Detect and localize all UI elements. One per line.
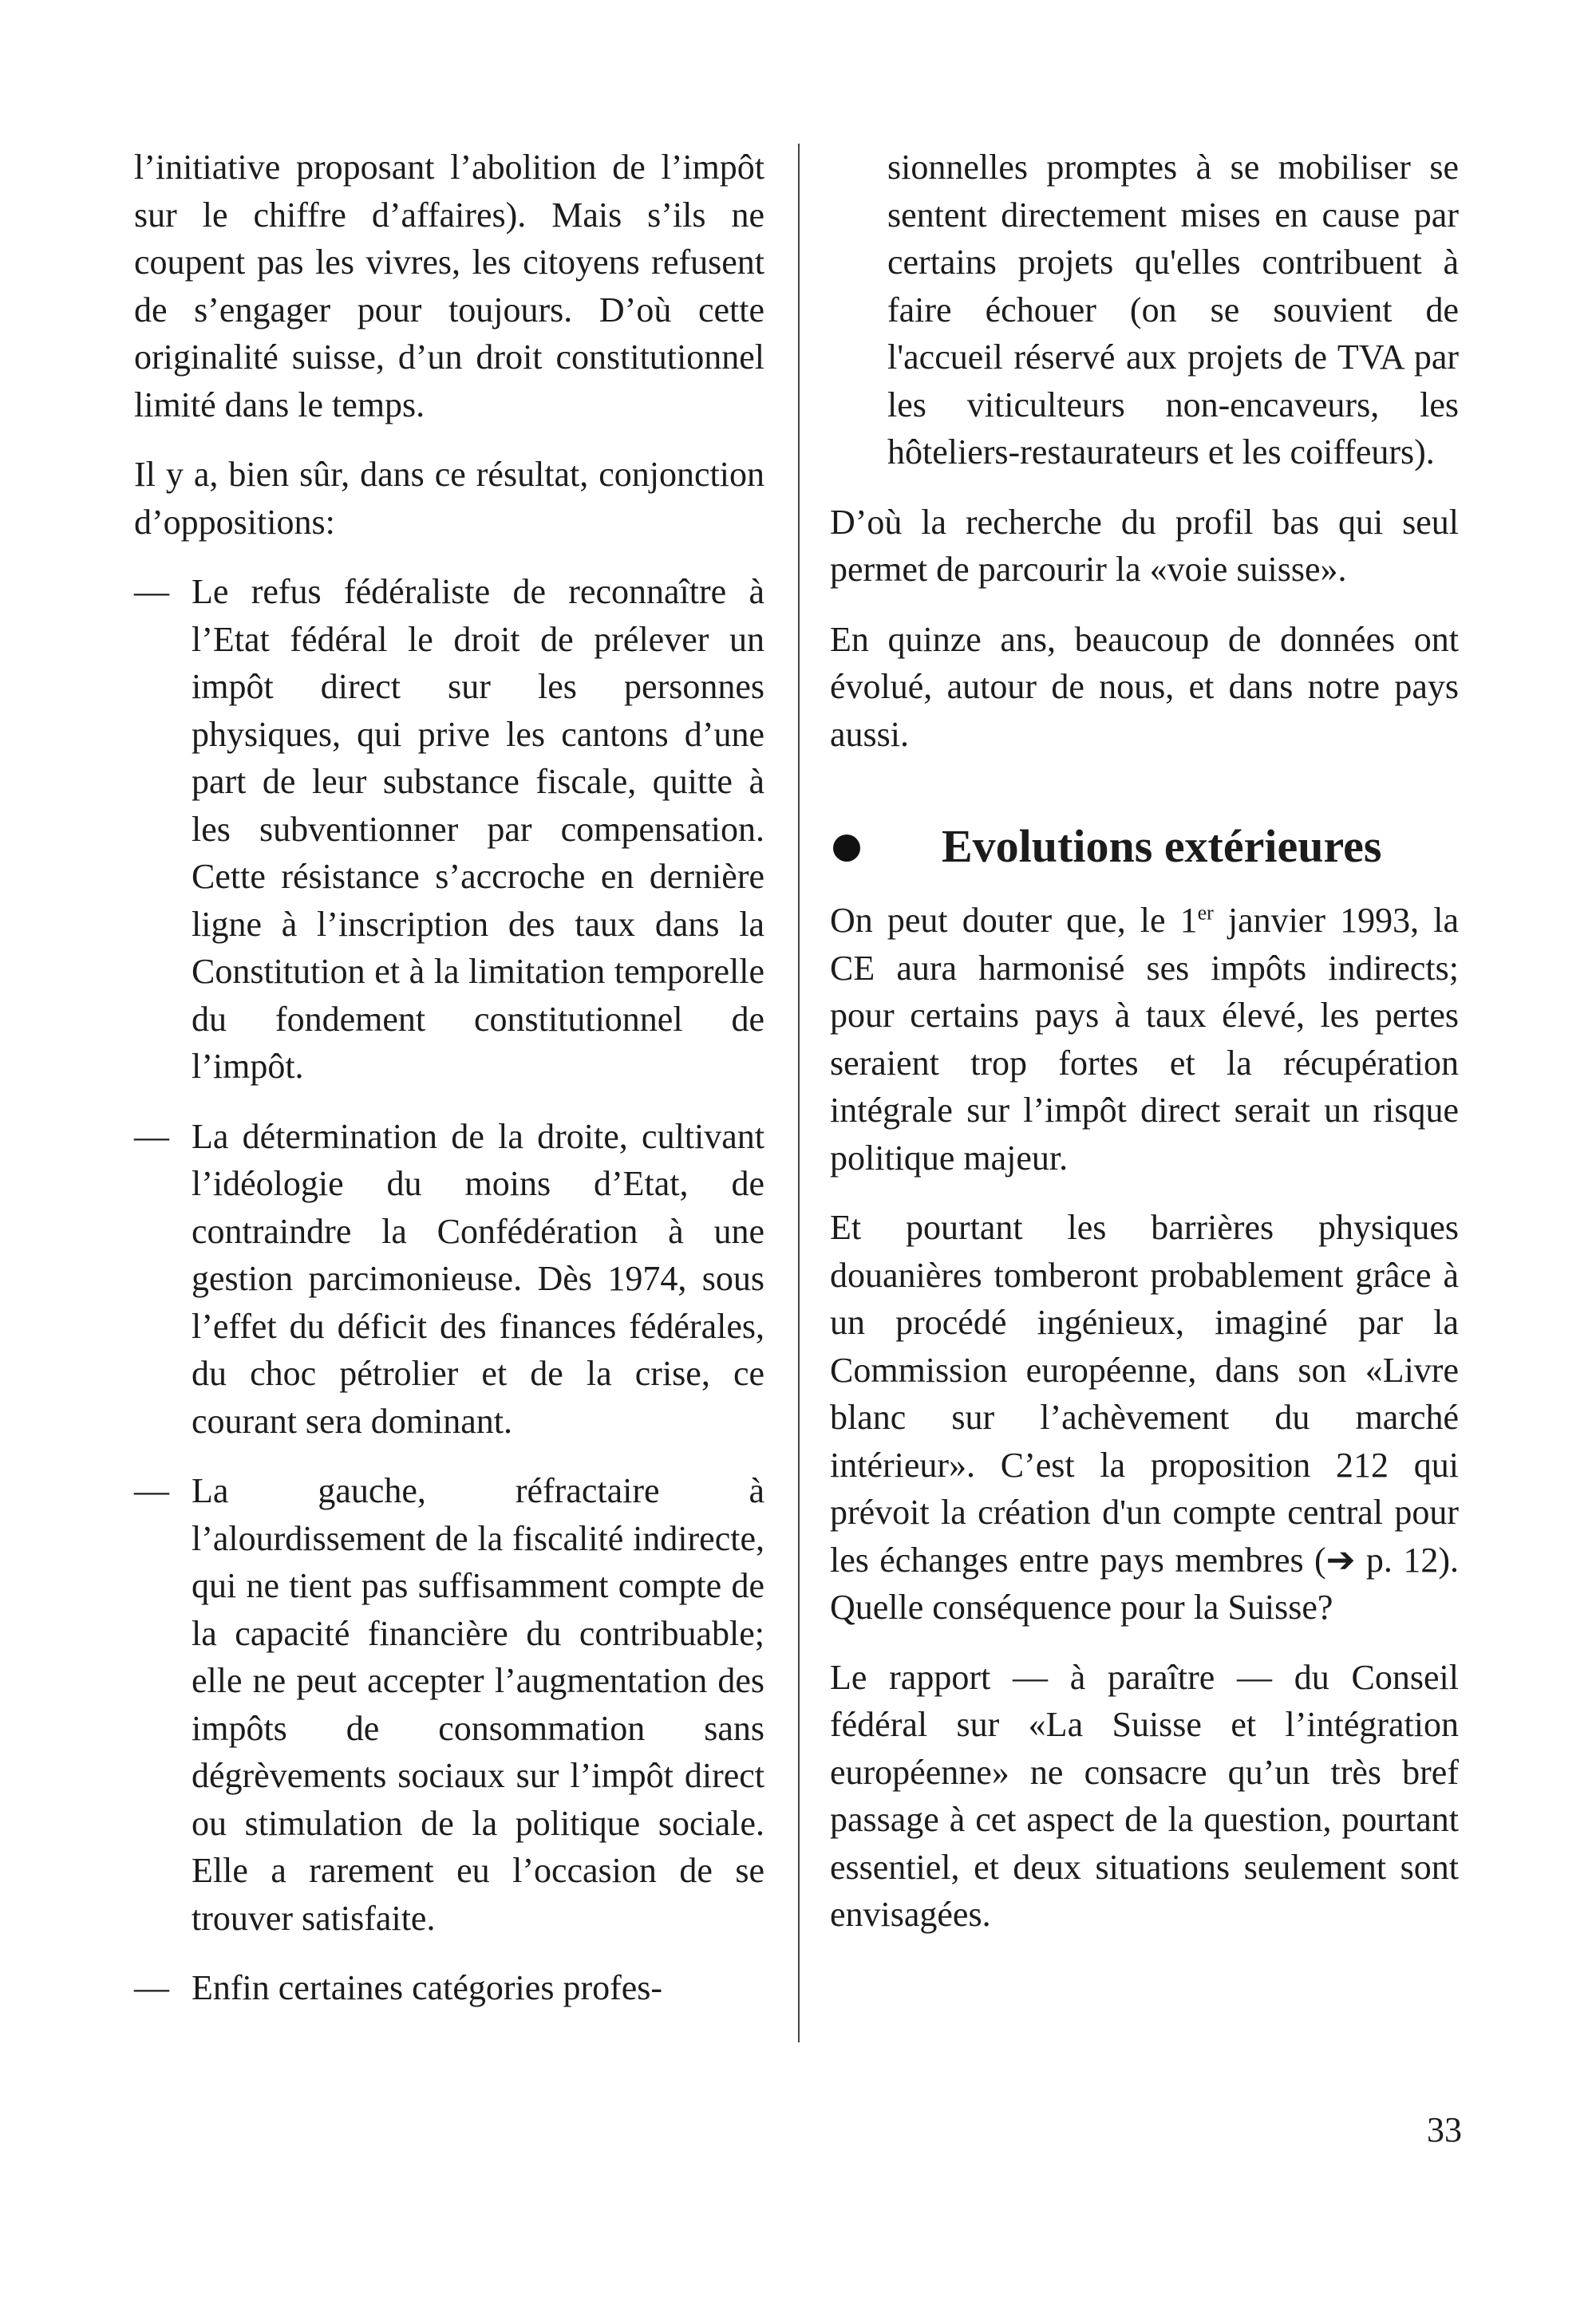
- right-column: [830, 144, 1459, 1961]
- paragraph: En quinze ans, beaucoup de données ont évolué, autour de nous, et dans notre pays aussi.: [830, 619, 1459, 754]
- section-heading: [830, 819, 1459, 874]
- dash-marker: —: [134, 1471, 169, 1510]
- page-number: 33: [1427, 2110, 1462, 2149]
- list-item-continuation: sionnelles promptes à se mobiliser se sentent directement mises en cause par certains projets qu'elles contribuent à faire échouer (on se souvient de l'accueil réservé aux projets de TVA par les viticulteurs non-encaveurs, les hôteliers-restaurateurs et les coiffeurs).: [887, 148, 1459, 472]
- bullet-icon: [833, 835, 860, 862]
- paragraph: Le rapport — à paraître — du Conseil fédéral sur «La Suisse et l’intégration européenne» ne consacre qu’un très bref passage à cet aspect de la question, pourtant essentiel, et deux situations seulement sont envisagées.: [830, 1657, 1459, 1934]
- dash-marker: —: [134, 1968, 169, 2007]
- paragraph: l’initiative proposant l’abolition de l’impôt sur le chiffre d’affaires). Mais s’ils ne coupent pas les vivres, les citoyens refusent de s’engager pour toujours. D’où cette originalité suisse, d’un droit constitutionnel limité dans le temps.: [134, 148, 764, 424]
- list-item-text: La gauche, réfractaire à l’alourdissement de la fiscalité indirecte, qui ne tient pas suffisamment compte de la capacité financière du contribuable; elle ne peut accepter l’augmentation des impôts de consommation sans dégrèvements sociaux sur l’impôt direct ou stimulation de la politique sociale. Elle a rarement eu l’occasion de se trouver satisfaite.: [192, 1471, 764, 1938]
- list-item-text: La détermination de la droite, cultivant l’idéologie du moins d’Etat, de contraindre la Confédération à une gestion parcimonieuse. Dès 1974, sous l’effet du déficit des finances fédérales, du choc pétrolier et de la crise, ce courant sera dominant.: [192, 1116, 764, 1441]
- left-column: [134, 144, 764, 2034]
- list-item: [134, 568, 764, 1091]
- superscript: er: [1197, 901, 1214, 925]
- paragraph-text: janvier 1993, la CE aura harmonisé ses impôts indirects; pour certains pays à taux élevé, les pertes seraient trop fortes et la récupération intégrale sur l’impôt direct serait un risque politique majeur.: [830, 901, 1460, 1178]
- list-item: [134, 1964, 764, 2012]
- paragraph: Et pourtant les barrières physiques douanières tomberont probablement grâce à un procédé ingénieux, imaginé par la Commission européenne, dans son «Livre blanc sur l’achèvement du marché intérieur». C’est la proposition 212 qui prévoit la création d'un compte central pour les échanges entre pays membres (➔ p. 12). Quelle conséquence pour la Suisse?: [830, 1208, 1459, 1627]
- list-item: [134, 1113, 764, 1446]
- list-item-text: Enfin certaines catégories profes-: [192, 1968, 663, 2007]
- paragraph: Il y a, bien sûr, dans ce résultat, conjonction d’oppositions:: [134, 455, 764, 542]
- dash-marker: —: [134, 572, 169, 611]
- section-title: Evolutions extérieures: [942, 820, 1382, 872]
- list-item-text: Le refus fédéraliste de reconnaître à l’Etat fédéral le droit de prélever un impôt direct sur les personnes physiques, qui prive les cantons d’une part de leur substance fiscale, quitte à les subventionner par compensation. Cette résistance s’accroche en dernière ligne à l’inscription des taux dans la Constitution et à la limitation temporelle du fondement constitutionnel de l’impôt.: [192, 572, 764, 1086]
- paragraph: [830, 897, 1459, 1182]
- list-item: [134, 1467, 764, 1942]
- paragraph: D’où la recherche du profil bas qui seul permet de parcourir la «voie suisse».: [830, 502, 1459, 589]
- dash-marker: —: [134, 1116, 169, 1156]
- column-divider: [798, 144, 800, 2042]
- paragraph-text: On peut douter que, le 1: [830, 901, 1198, 940]
